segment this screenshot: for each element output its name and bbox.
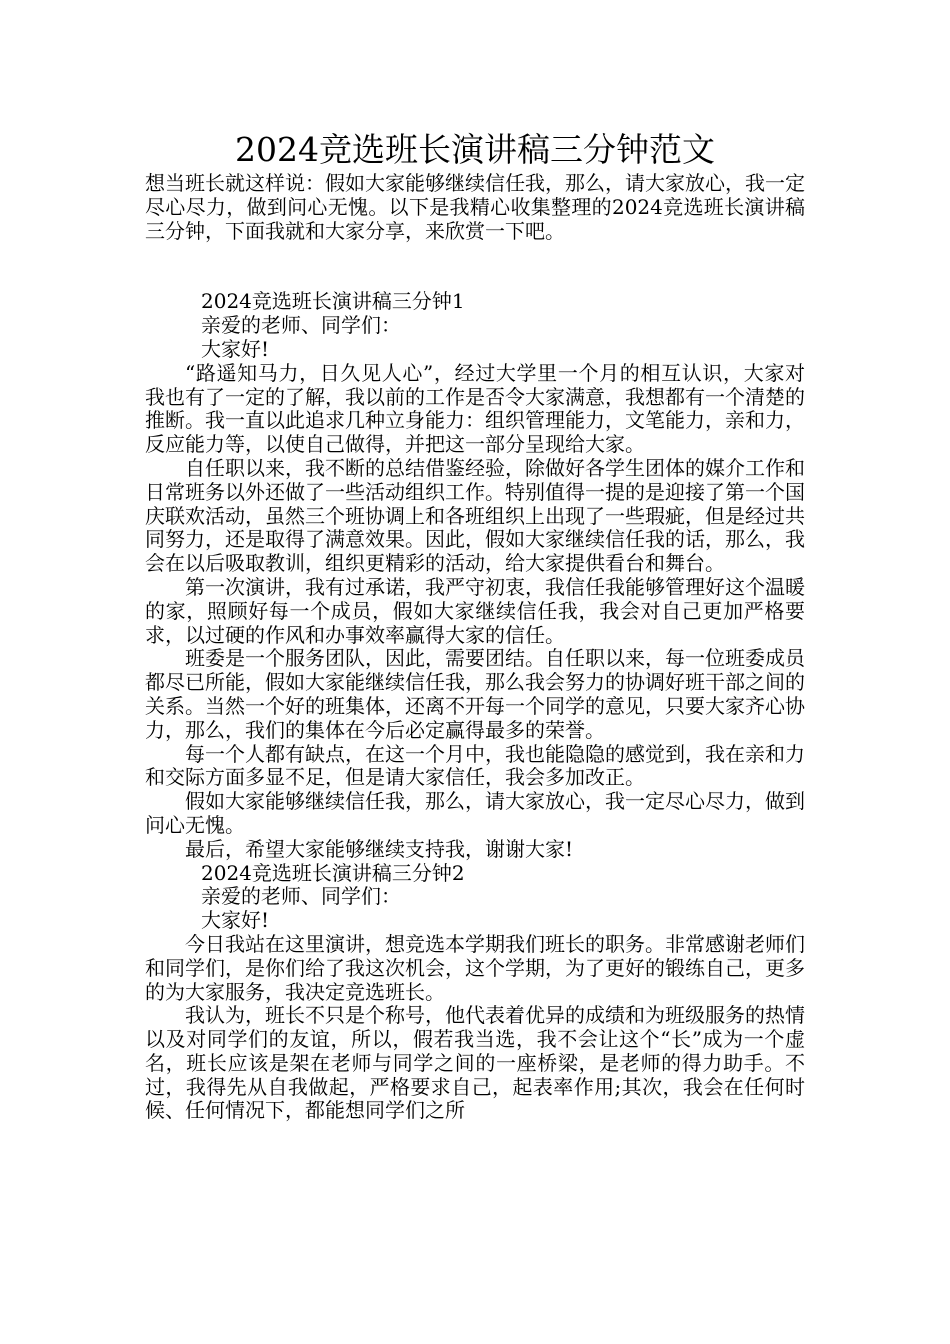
speech1-paragraph: 每一个人都有缺点，在这一个月中，我也能隐隐的感觉到，我在亲和力和交际方面多显不足，但是请大家信任，我会多加改正。 [145, 741, 805, 790]
speech1-paragraph: 第一次演讲，我有过承诺，我严守初衷，我信任我能够管理好这个温暖的家，照顾好每一个成员，假如大家继续信任我，我会对自己更加严格要求，以过硬的作风和办事效率赢得大家的信任。 [145, 574, 805, 647]
speech1-paragraph: 班委是一个服务团队，因此，需要团结。自任职以来，每一位班委成员都尽已所能，假如大家能继续信任我，那么我会努力的协调好班干部之间的关系。当然一个好的班集体，还离不开每一个同学的意见，只要大家齐心协力，那么，我们的集体在今后必定赢得最多的荣誉。 [145, 646, 805, 742]
speech1-paragraph: 自任职以来，我不断的总结借鉴经验，除做好各学生团体的媒介工作和日常班务以外还做了一些活动组织工作。特别值得一提的是迎接了第一个国庆联欢活动，虽然三个班协调上和各班组织上出现了一些瑕疵，但是经过共同努力，还是取得了满意效果。因此，假如大家继续信任我的话，那么，我会在以后吸取教训，组织更精彩的活动，给大家提供看台和舞台。 [145, 455, 805, 576]
speech2-heading: 2024竞选班长演讲稿三分钟2 [201, 860, 465, 885]
intro-paragraph: 想当班长就这样说：假如大家能够继续信任我，那么，请大家放心，我一定尽心尽力，做到问心无愧。以下是我精心收集整理的2024竞选班长演讲稿三分钟，下面我就和大家分享，来欣赏一下吧。 [145, 171, 805, 243]
speech2-salutation: 亲爱的老师、同学们： [201, 884, 401, 909]
document-title: 2024竞选班长演讲稿三分钟范文 [235, 130, 715, 169]
speech2-paragraph: 我认为，班长不只是个称号，他代表着优异的成绩和为班级服务的热情以及对同学们的友谊，所以，假若我当选，我不会让这个“长”成为一个虚名，班长应该是架在老师与同学之间的一座桥梁，是老师的得力助手。不过，我得先从自我做起，严格要求自己，起表率作用;其次，我会在任何时候、任何情况下，都能想同学们之所 [145, 1003, 805, 1123]
document-body [145, 172, 805, 1123]
speech1-heading: 2024竞选班长演讲稿三分钟1 [201, 289, 465, 314]
speech2-paragraph: 今日我站在这里演讲，想竞选本学期我们班长的职务。非常感谢老师们和同学们，是你们给了我这次机会，这个学期，为了更好的锻练自己，更多的为大家服务，我决定竞选班长。 [145, 931, 805, 1004]
speech2-greeting: 大家好! [201, 908, 270, 933]
speech1-paragraph: 假如大家能够继续信任我，那么，请大家放心，我一定尽心尽力，做到问心无愧。 [145, 789, 805, 837]
speech1-greeting: 大家好! [201, 336, 270, 361]
section-gap [145, 243, 805, 290]
speech1-paragraph: “路遥知马力，日久见人心”，经过大学里一个月的相互认识，大家对我也有了一定的了解，我以前的工作是否令大家满意，我想都有一个清楚的推断。我一直以此追求几种立身能力：组织管理能力，文笔能力，亲和力，反应能力等，以使自己做得，并把这一部分呈现给大家。 [145, 360, 805, 457]
speech1-paragraph: 最后，希望大家能够继续支持我，谢谢大家! [185, 836, 574, 861]
speech1-salutation: 亲爱的老师、同学们： [201, 313, 401, 338]
